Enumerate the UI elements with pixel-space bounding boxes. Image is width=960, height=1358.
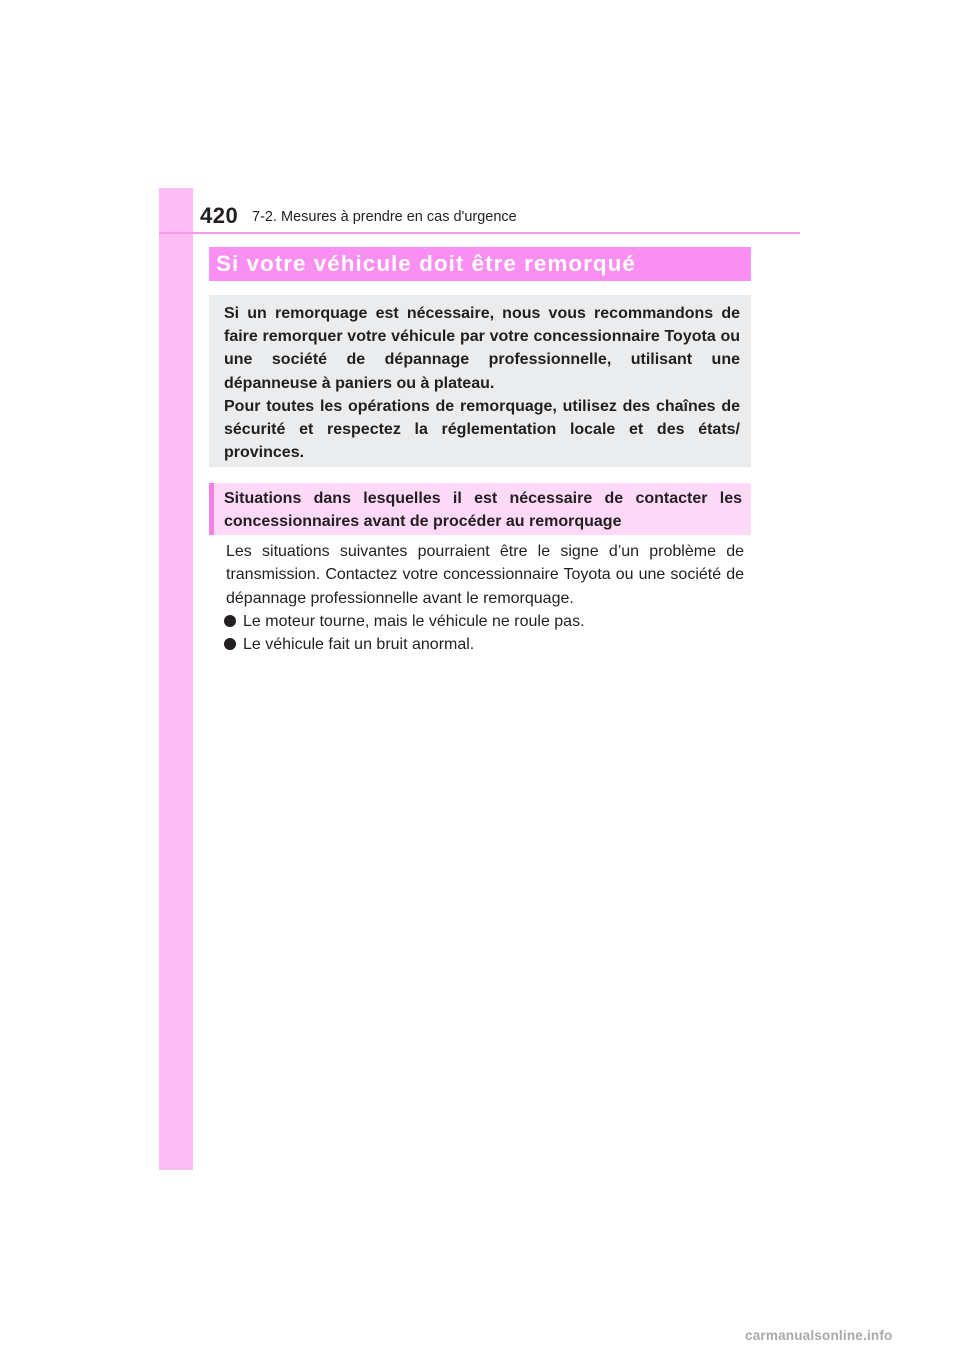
bullet-icon: [224, 615, 236, 627]
bullet-list: [224, 610, 744, 657]
list-item-text: Le moteur tourne, mais le véhicule ne roule pas.: [243, 613, 585, 630]
intro-paragraph: Pour toutes les opérations de remorquage, utilisez des chaînes de sécurité et respectez la réglementation locale et des états/ provinces.: [224, 397, 740, 462]
bullet-icon: [224, 638, 236, 650]
watermark: carmanualsonline.info: [745, 1328, 893, 1343]
subsection-title-line: Situations dans lesquelles il est nécessaire de contacter les: [224, 490, 742, 507]
side-tab-strip: [159, 188, 193, 1170]
list-item: [224, 633, 744, 656]
intro-text: [224, 302, 740, 464]
header-divider: [159, 232, 800, 234]
section-title: Si votre véhicule doit être remorqué: [216, 251, 636, 276]
intro-paragraph: Si un remorquage est nécessaire, nous vous recommandons de faire remorquer votre véhicule par votre concessionnaire Toyota ou une société de dépannage professionnelle, utilisant une dépanneuse à paniers ou à plateau.: [224, 305, 740, 392]
body-paragraph: Les situations suivantes pourraient être le signe d’un problème de transmission. Contactez votre concessionnaire Toyota ou une société de dépannage professionnelle avant le remorquage.: [226, 543, 744, 607]
subsection-title-line: concessionnaires avant de procéder au remorquage: [224, 513, 622, 530]
list-item: [224, 610, 744, 633]
page-number: 420: [200, 203, 239, 228]
subsection-title: [224, 487, 742, 533]
list-item-text: Le véhicule fait un bruit anormal.: [243, 636, 475, 654]
subsection-accent-bar: [209, 483, 214, 535]
chapter-title: 7-2. Mesures à prendre en cas d'urgence: [252, 209, 517, 225]
body-text: [226, 540, 744, 610]
